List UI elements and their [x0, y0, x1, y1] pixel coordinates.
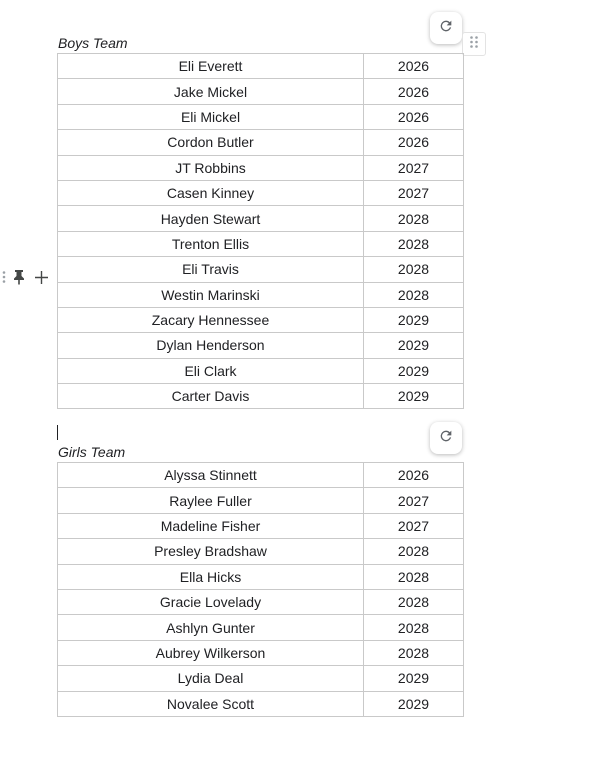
player-name-cell[interactable]: Lydia Deal [58, 666, 364, 691]
grad-year-cell[interactable]: 2028 [364, 206, 464, 231]
table-row [58, 282, 464, 307]
table-row [58, 307, 464, 332]
grad-year-cell[interactable]: 2026 [364, 463, 464, 488]
table-row [58, 513, 464, 538]
refresh-girls-table-button[interactable] [430, 422, 462, 454]
table-row [58, 589, 464, 614]
table-row [58, 384, 464, 409]
grad-year-cell[interactable]: 2028 [364, 231, 464, 256]
refresh-boys-table-button[interactable] [430, 12, 462, 44]
grad-year-cell[interactable]: 2026 [364, 130, 464, 155]
player-name-cell[interactable]: Raylee Fuller [58, 488, 364, 513]
grad-year-cell[interactable]: 2026 [364, 104, 464, 129]
table-row [58, 180, 464, 205]
table-row [58, 640, 464, 665]
table-row [58, 564, 464, 589]
grad-year-cell[interactable]: 2029 [364, 358, 464, 383]
drag-handle-icon [469, 35, 479, 54]
grad-year-cell[interactable]: 2028 [364, 640, 464, 665]
player-name-cell[interactable]: Presley Bradshaw [58, 539, 364, 564]
boys-team-caption: Boys Team [58, 35, 128, 51]
refresh-icon [438, 428, 454, 449]
player-name-cell[interactable]: Carter Davis [58, 384, 364, 409]
grad-year-cell[interactable]: 2028 [364, 564, 464, 589]
player-name-cell[interactable]: Gracie Lovelady [58, 589, 364, 614]
player-name-cell[interactable]: Novalee Scott [58, 691, 364, 716]
player-name-cell[interactable]: Zacary Hennessee [58, 307, 364, 332]
table-row [58, 488, 464, 513]
table-row [58, 54, 464, 79]
table-row [58, 539, 464, 564]
table-row [58, 666, 464, 691]
grad-year-cell[interactable]: 2029 [364, 666, 464, 691]
player-name-cell[interactable]: JT Robbins [58, 155, 364, 180]
drag-handle-icon[interactable] [0, 270, 8, 284]
table-row [58, 206, 464, 231]
table-row [58, 79, 464, 104]
grad-year-cell[interactable]: 2029 [364, 333, 464, 358]
player-name-cell[interactable]: Eli Everett [58, 54, 364, 79]
player-name-cell[interactable]: Ella Hicks [58, 564, 364, 589]
grad-year-cell[interactable]: 2027 [364, 513, 464, 538]
girls-team-table [57, 462, 464, 717]
player-name-cell[interactable]: Dylan Henderson [58, 333, 364, 358]
grad-year-cell[interactable]: 2029 [364, 307, 464, 332]
player-name-cell[interactable]: Aubrey Wilkerson [58, 640, 364, 665]
player-name-cell[interactable]: Hayden Stewart [58, 206, 364, 231]
row-tools [0, 266, 52, 288]
player-name-cell[interactable]: Alyssa Stinnett [58, 463, 364, 488]
table-row [58, 463, 464, 488]
table-drag-handle[interactable] [462, 32, 486, 56]
player-name-cell[interactable]: Westin Marinski [58, 282, 364, 307]
plus-icon[interactable] [30, 271, 52, 284]
player-name-cell[interactable]: Eli Mickel [58, 104, 364, 129]
pin-icon[interactable] [8, 269, 30, 285]
grad-year-cell[interactable]: 2029 [364, 691, 464, 716]
player-name-cell[interactable]: Casen Kinney [58, 180, 364, 205]
player-name-cell[interactable]: Ashlyn Gunter [58, 615, 364, 640]
player-name-cell[interactable]: Jake Mickel [58, 79, 364, 104]
table-row [58, 615, 464, 640]
player-name-cell[interactable]: Eli Travis [58, 257, 364, 282]
table-row [58, 257, 464, 282]
table-row [58, 104, 464, 129]
refresh-icon [438, 18, 454, 39]
player-name-cell[interactable]: Eli Clark [58, 358, 364, 383]
grad-year-cell[interactable]: 2028 [364, 589, 464, 614]
table-row [58, 358, 464, 383]
grad-year-cell[interactable]: 2028 [364, 257, 464, 282]
girls-team-caption: Girls Team [58, 444, 126, 460]
boys-team-table [57, 53, 464, 409]
player-name-cell[interactable]: Madeline Fisher [58, 513, 364, 538]
grad-year-cell[interactable]: 2026 [364, 54, 464, 79]
table-row [58, 333, 464, 358]
grad-year-cell[interactable]: 2026 [364, 79, 464, 104]
table-row [58, 231, 464, 256]
grad-year-cell[interactable]: 2029 [364, 384, 464, 409]
table-row [58, 155, 464, 180]
player-name-cell[interactable]: Cordon Butler [58, 130, 364, 155]
table-row [58, 130, 464, 155]
grad-year-cell[interactable]: 2027 [364, 155, 464, 180]
player-name-cell[interactable]: Trenton Ellis [58, 231, 364, 256]
grad-year-cell[interactable]: 2027 [364, 180, 464, 205]
grad-year-cell[interactable]: 2028 [364, 615, 464, 640]
table-row [58, 691, 464, 716]
text-cursor [57, 425, 58, 440]
grad-year-cell[interactable]: 2027 [364, 488, 464, 513]
grad-year-cell[interactable]: 2028 [364, 282, 464, 307]
grad-year-cell[interactable]: 2028 [364, 539, 464, 564]
